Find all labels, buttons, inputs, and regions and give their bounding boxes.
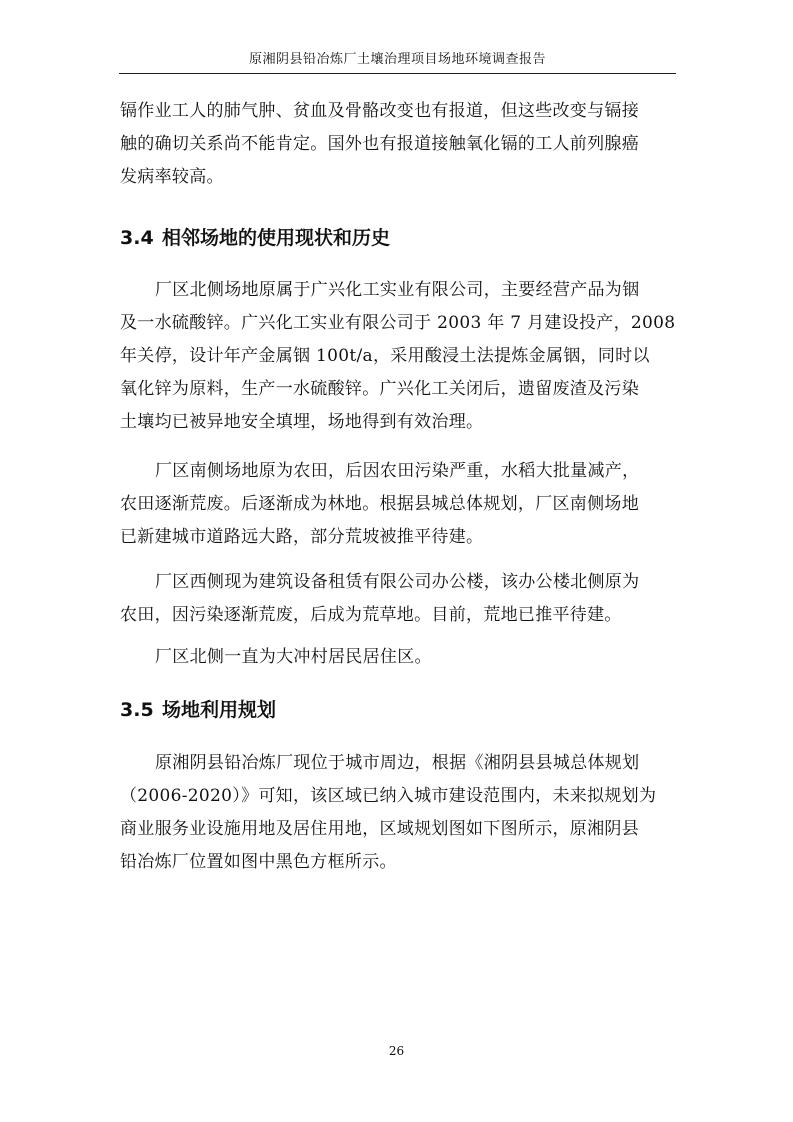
section-heading-3-4	[120, 225, 680, 251]
text-line: 农田逐渐荒废。后逐渐成为林地。根据县城总体规划，厂区南侧场地	[120, 494, 639, 514]
text-line: 年关停，设计年产金属铟 100t/a，采用酸浸土法提炼金属铟，同时以	[120, 346, 650, 366]
text-line: 触的确切关系尚不能肯定。国外也有报道接触氧化镉的工人前列腺癌	[120, 134, 639, 154]
text-line: 原湘阴县铅冶炼厂现位于城市周边，根据《湘阴县县城总体规划	[155, 753, 640, 773]
text-line: 发病率较高。	[120, 167, 224, 187]
running-header: 原湘阴县铅冶炼厂土壤治理项目场地环境调查报告	[248, 52, 546, 67]
text-line: 已新建城市道路远大路，部分荒坡被推平待建。	[120, 527, 484, 547]
section-number: 3.5	[120, 699, 154, 721]
text-line: 厂区南侧场地原为农田，后因农田污染严重，水稻大批量减产，	[155, 461, 640, 481]
text-line: 厂区北侧一直为大冲村居民居住区。	[155, 647, 432, 667]
paragraph-west-site	[120, 566, 680, 632]
text-line: 镉作业工人的肺气肿、贫血及骨骼改变也有报道，但这些改变与镉接	[120, 101, 639, 121]
section-title: 相邻场地的使用现状和历史	[162, 227, 391, 249]
text-line: 商业服务业设施用地及居住用地，区域规划图如下图所示，原湘阴县	[120, 819, 639, 839]
intro-paragraph	[120, 95, 680, 194]
text-line: （2006-2020）》可知，该区域已纳入城市建设范围内，未来拟规划为	[120, 786, 657, 806]
text-line: 土壤均已被异地安全填埋，场地得到有效治理。	[120, 412, 484, 432]
paragraph-residential	[120, 641, 680, 674]
text-line: 铅冶炼厂位置如图中黑色方框所示。	[120, 852, 397, 872]
text-line: 农田，因污染逐渐荒废，后成为荒草地。目前，荒地已推平待建。	[120, 605, 622, 625]
paragraph-north-site	[120, 274, 680, 439]
text-line: 及一水硫酸锌。广兴化工实业有限公司于 2003 年 7 月建设投产，2008	[120, 313, 676, 333]
section-title: 场地利用规划	[162, 699, 277, 721]
paragraph-land-use-plan	[120, 747, 680, 879]
text-line: 厂区北侧场地原属于广兴化工实业有限公司，主要经营产品为铟	[155, 280, 640, 300]
paragraph-south-site	[120, 455, 680, 554]
section-number: 3.4	[120, 227, 154, 249]
header-divider	[119, 73, 676, 74]
section-heading-3-5	[120, 697, 680, 723]
text-line: 厂区西侧现为建筑设备租赁有限公司办公楼，该办公楼北侧原为	[155, 572, 640, 592]
page-number: 26	[388, 1044, 405, 1058]
text-line: 氧化锌为原料，生产一水硫酸锌。广兴化工关闭后，遗留废渣及污染	[120, 379, 639, 399]
